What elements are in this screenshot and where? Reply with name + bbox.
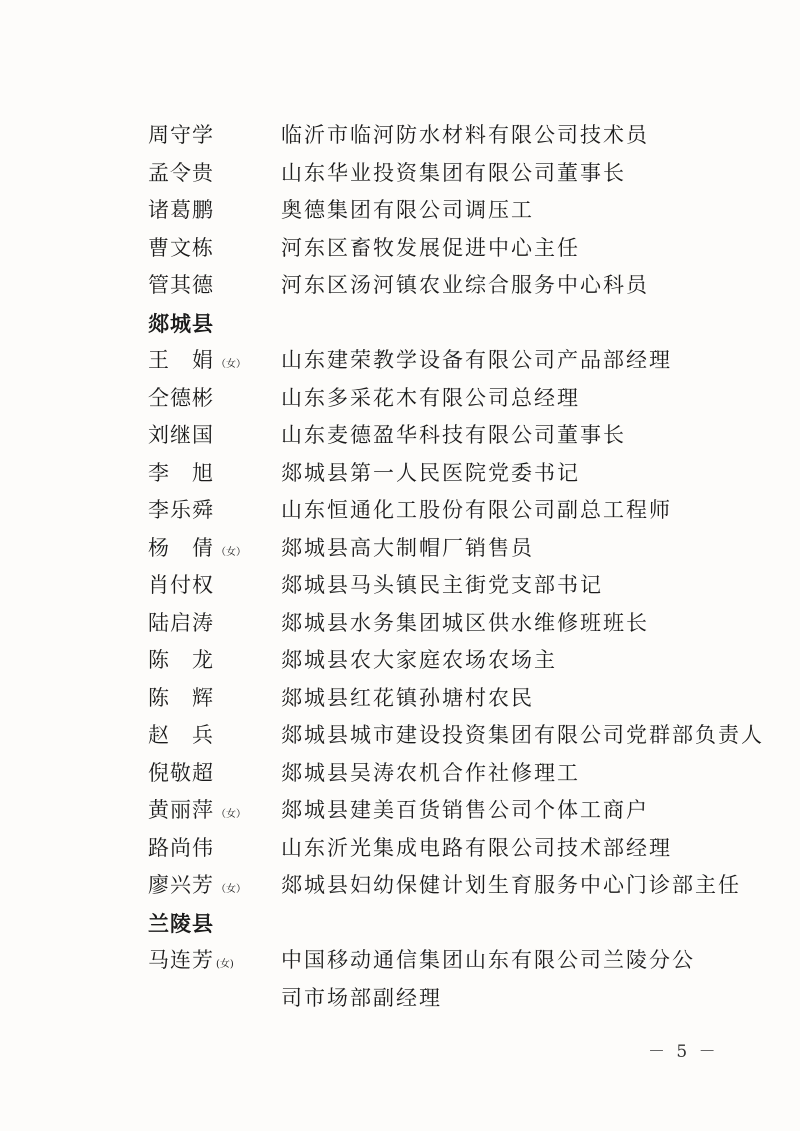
person-name-text: 陈 辉 (148, 685, 214, 710)
personnel-list (148, 117, 764, 1017)
person-name-text: 黄丽萍 (148, 798, 214, 822)
person-title: 郯城县水务集团城区供水维修班班长 (281, 610, 649, 635)
person-name (148, 680, 214, 718)
person-name (148, 380, 214, 418)
person-name (148, 792, 246, 834)
person-title: 河东区汤河镇农业综合服务中心科员 (281, 273, 649, 297)
gender-note: （女） (216, 884, 246, 895)
person-name-text: 管其德 (148, 273, 214, 297)
county-heading: 兰陵县 (148, 910, 214, 936)
person-title: 郯城县农大家庭农场农场主 (281, 648, 557, 672)
person-name (148, 717, 214, 755)
person-name-text: 仝德彬 (148, 385, 214, 410)
person-name-text: 王 娟 (148, 348, 214, 372)
person-name-text: 肖付权 (148, 573, 214, 597)
person-title: 郯城县高大制帽厂销售员 (281, 535, 534, 560)
gender-note: （女） (216, 359, 246, 370)
person-title: 郯城县建美百货销售公司个体工商户 (281, 798, 649, 822)
person-name-text: 李 旭 (148, 460, 214, 485)
person-row (148, 530, 748, 568)
person-name-text: 路尚伟 (148, 835, 214, 860)
person-row (148, 192, 748, 230)
person-row (148, 942, 748, 1017)
person-row (148, 230, 748, 268)
person-title: 郯城县马头镇民主街党支部书记 (281, 573, 603, 597)
person-name-text: 倪敬超 (148, 760, 214, 785)
person-title: 中国移动通信集团山东有限公司兰陵分公司市场部副经理 (281, 948, 695, 1010)
person-name-text: 刘继国 (148, 423, 214, 447)
person-name (148, 192, 214, 230)
person-title: 郯城县城市建设投资集团有限公司党群部负责人 (281, 723, 764, 747)
person-title: 山东沂光集成电路有限公司技术部经理 (281, 835, 672, 860)
person-name (148, 530, 246, 572)
person-row (148, 155, 748, 193)
person-name (148, 492, 214, 530)
person-row (148, 342, 748, 380)
person-row (148, 267, 748, 305)
person-name (148, 267, 214, 305)
person-row (148, 642, 748, 680)
person-row (148, 380, 748, 418)
person-name (148, 642, 214, 680)
page-number: － 5 － (648, 1042, 719, 1062)
person-title: 山东华业投资集团有限公司董事长 (281, 160, 626, 185)
person-name (148, 942, 234, 984)
person-row (148, 830, 748, 868)
person-name-text: 杨 倩 (148, 535, 214, 560)
person-name-text: 李乐舜 (148, 498, 214, 522)
person-name (148, 117, 214, 155)
person-name-text: 赵 兵 (148, 723, 214, 747)
person-name-text: 孟令贵 (148, 160, 214, 185)
person-row (148, 792, 748, 830)
person-name-text: 诸葛鹏 (148, 198, 214, 222)
gender-note: （女） (216, 546, 246, 558)
person-row (148, 680, 748, 718)
person-name (148, 417, 214, 455)
person-title: 郯城县红花镇孙塘村农民 (281, 685, 534, 710)
county-heading: 郯城县 (148, 310, 214, 336)
person-row (148, 755, 748, 793)
person-name-text: 陈 龙 (148, 648, 214, 672)
person-title: 奥德集团有限公司调压工 (281, 198, 534, 222)
gender-note: （女） (216, 809, 246, 820)
person-title: 临沂市临河防水材料有限公司技术员 (281, 123, 649, 147)
person-row (148, 417, 748, 455)
person-row (148, 492, 748, 530)
person-name-text: 曹文栋 (148, 235, 214, 260)
person-row (148, 867, 748, 905)
person-name (148, 455, 214, 493)
person-title: 河东区畜牧发展促进中心主任 (281, 235, 580, 260)
person-title: 山东多采花木有限公司总经理 (281, 385, 580, 410)
person-title: 山东恒通化工股份有限公司副总工程师 (281, 498, 672, 522)
person-row (148, 117, 748, 155)
person-row (148, 717, 764, 755)
gender-note: (女) (216, 959, 234, 970)
person-row (148, 455, 748, 493)
person-name-text: 马连芳 (148, 948, 214, 972)
person-title: 郯城县第一人民医院党委书记 (281, 460, 580, 485)
person-name (148, 605, 214, 643)
person-name (148, 567, 214, 605)
person-title: 山东麦德盈华科技有限公司董事长 (281, 423, 626, 447)
person-name (148, 230, 214, 268)
person-row (148, 605, 748, 643)
person-name (148, 155, 214, 193)
person-title: 郯城县妇幼保健计划生育服务中心门诊部主任 (281, 873, 741, 897)
person-name (148, 830, 214, 868)
person-name-text: 陆启涛 (148, 610, 214, 635)
person-name-text: 周守学 (148, 123, 214, 147)
person-title: 山东建荣教学设备有限公司产品部经理 (281, 348, 672, 372)
person-name-text: 廖兴芳 (148, 873, 214, 897)
person-name (148, 342, 246, 384)
person-name (148, 755, 214, 793)
person-row (148, 567, 748, 605)
person-name (148, 867, 246, 909)
person-title: 郯城县吴涛农机合作社修理工 (281, 760, 580, 785)
